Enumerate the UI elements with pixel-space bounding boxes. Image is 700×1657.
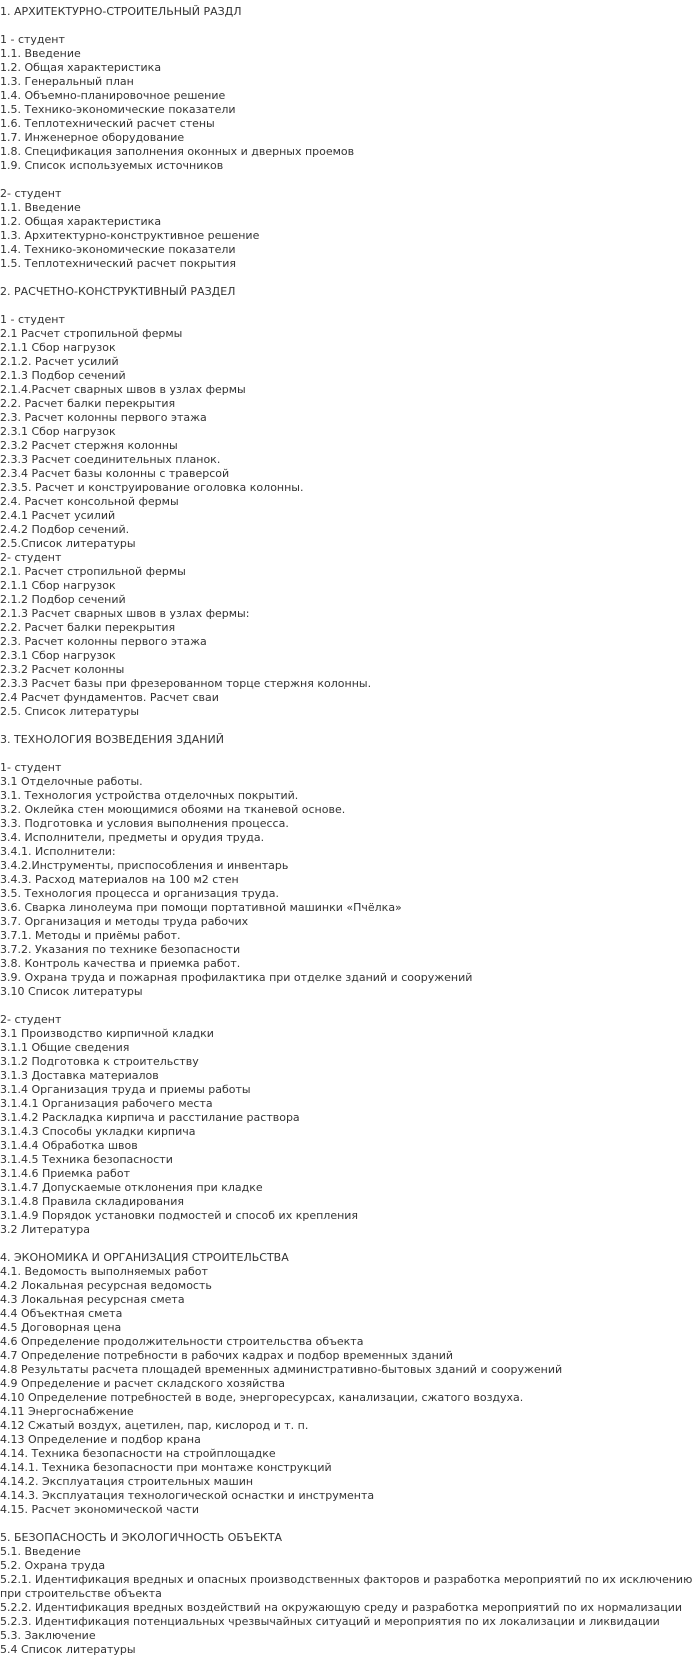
toc-line: 2.3.1 Сбор нагрузок [0, 649, 116, 662]
toc-line: 4.3 Локальная ресурсная смета [0, 1293, 185, 1306]
toc-line: 1.8. Спецификация заполнения оконных и дверных проемов [0, 145, 355, 158]
toc-line: 4.10 Определение потребностей в воде, энергоресурсах, канализации, сжатого воздуха. [0, 1391, 524, 1404]
toc-line: 1.7. Инженерное оборудование [0, 131, 185, 144]
toc-line: 3.1.4 Организация труда и приемы работы [0, 1083, 251, 1096]
toc-line: 4.12 Сжатый воздух, ацетилен, пар, кислород и т. п. [0, 1419, 309, 1432]
toc-line: 2.3. Расчет колонны первого этажа [0, 635, 207, 648]
toc-line: 3.1.4.2 Раскладка кирпича и расстилание раствора [0, 1111, 300, 1124]
toc-line: 3.9. Охрана труда и пожарная профилактика при отделке зданий и сооружений [0, 971, 473, 984]
toc-line: 2.5. Список литературы [0, 705, 140, 718]
toc-line: 1.5. Теплотехнический расчет покрытия [0, 257, 237, 270]
blank-line [0, 719, 700, 733]
toc-line: 3.1.4.5 Техника безопасности [0, 1153, 173, 1166]
toc-line: 2. РАСЧЕТНО-КОНСТРУКТИВНЫЙ РАЗДЕЛ [0, 285, 236, 298]
toc-line: 3.1.4.7 Допускаемые отклонения при кладке [0, 1181, 263, 1194]
toc-line: 4.2 Локальная ресурсная ведомость [0, 1279, 212, 1292]
toc-line: 4.14.2. Эксплуатация строительных машин [0, 1475, 254, 1488]
toc-line: 2.3.5. Расчет и конструирование оголовка колонны. [0, 481, 304, 494]
toc-line: 4.14. Техника безопасности на стройплощадке [0, 1447, 276, 1460]
toc-line: 3.2. Оклейка стен моющимися обоями на тканевой основе. [0, 803, 346, 816]
toc-line: 2.4.1 Расчет усилий [0, 509, 116, 522]
toc-line: 3.4.3. Расход материалов на 100 м2 стен [0, 873, 239, 886]
toc-line: 2.1. Расчет стропильной фермы [0, 565, 186, 578]
toc-line: 4. ЭКОНОМИКА И ОРГАНИЗАЦИЯ СТРОИТЕЛЬСТВА [0, 1251, 289, 1264]
toc-line: 4.5 Договорная цена [0, 1321, 122, 1334]
blank-line [0, 299, 700, 313]
toc-line: 3.7.2. Указания по технике безопасности [0, 943, 241, 956]
toc-line: 3.4. Исполнители, предметы и орудия труда. [0, 831, 265, 844]
toc-line: 1.1. Введение [0, 201, 81, 214]
toc-line: 4.15. Расчет экономической части [0, 1503, 200, 1516]
toc-line: 3.1.4.6 Приемка работ [0, 1167, 130, 1180]
toc-line: 5.2.3. Идентификация потенциальных чрезвычайных ситуаций и мероприятия по их локализации и ликвидации [0, 1615, 660, 1628]
toc-line: 5.4 Список литературы [0, 1643, 136, 1656]
toc-line: 4.6 Определение продолжительности строительства объекта [0, 1335, 364, 1348]
toc-line: 4.4 Объектная смета [0, 1307, 123, 1320]
toc-line: 2.5.Список литературы [0, 537, 136, 550]
blank-line [0, 173, 700, 187]
blank-line [0, 1237, 700, 1251]
blank-line [0, 19, 700, 33]
toc-line: 2.1.2. Расчет усилий [0, 355, 119, 368]
toc-line: 2.3.2 Расчет колонны [0, 663, 125, 676]
toc-line: 2- студент [0, 187, 62, 200]
toc-line: 3.1.4.3 Способы укладки кирпича [0, 1125, 196, 1138]
toc-line: 3.1 Производство кирпичной кладки [0, 1027, 214, 1040]
toc-line: 5.1. Введение [0, 1545, 81, 1558]
toc-line: 3.1.2 Подготовка к строительству [0, 1055, 199, 1068]
toc-line: 1.3. Архитектурно-конструктивное решение [0, 229, 260, 242]
toc-line: 3.1.4.4 Обработка швов [0, 1139, 138, 1152]
toc-line: 2.4. Расчет консольной фермы [0, 495, 179, 508]
toc-line: 2.3.1 Сбор нагрузок [0, 425, 116, 438]
toc-line: 2- студент [0, 551, 62, 564]
toc-line: 3.1 Отделочные работы. [0, 775, 143, 788]
toc-line: 2.1.3 Подбор сечений [0, 369, 126, 382]
toc-line: 2.1.4.Расчет сварных швов в узлах фермы [0, 383, 246, 396]
toc-line: 4.1. Ведомость выполняемых работ [0, 1265, 208, 1278]
toc-line: 2.1.1 Сбор нагрузок [0, 579, 116, 592]
toc-line: 3.8. Контроль качества и приемка работ. [0, 957, 241, 970]
toc-line: 1.3. Генеральный план [0, 75, 134, 88]
toc-line: 3.4.1. Исполнители: [0, 845, 116, 858]
toc-line: 1.6. Теплотехнический расчет стены [0, 117, 215, 130]
blank-line [0, 999, 700, 1013]
blank-line [0, 1517, 700, 1531]
toc-line: 5.2.2. Идентификация вредных воздействий на окружающую среду и разработка мероприятий по их нормализации [0, 1601, 683, 1614]
toc-line: 4.13 Определение и подбор крана [0, 1433, 201, 1446]
toc-line: 2.3.2 Расчет стержня колонны [0, 439, 178, 452]
toc-line: 2.3.3 Расчет соединительных планок. [0, 453, 221, 466]
toc-line: 1.9. Список используемых источников [0, 159, 224, 172]
toc-line: 4.14.3. Эксплуатация технологической оснастки и инструмента [0, 1489, 375, 1502]
toc-line: 1.5. Технико-экономические показатели [0, 103, 236, 116]
toc-line: 1.4. Технико-экономические показатели [0, 243, 236, 256]
toc-line: 3.6. Сварка линолеума при помощи портативной машинки «Пчёлка» [0, 901, 402, 914]
toc-line: 2.1 Расчет стропильной фермы [0, 327, 183, 340]
toc-line: 5.2.1. Идентификация вредных и опасных производственных факторов и разработка мероприятий по их исключению при строительстве объекта [0, 1573, 693, 1600]
toc-line: 4.11 Энергоснабжение [0, 1405, 134, 1418]
toc-line: 2.1.2 Подбор сечений [0, 593, 126, 606]
toc-line: 4.9 Определение и расчет складского хозяйства [0, 1377, 285, 1390]
toc-line: 2.2. Расчет балки перекрытия [0, 621, 176, 634]
toc-line: 3.2 Литература [0, 1223, 90, 1236]
toc-line: 3.1. Технология устройства отделочных покрытий. [0, 789, 299, 802]
toc-line: 4.7 Определение потребности в рабочих кадрах и подбор временных зданий [0, 1349, 454, 1362]
toc-line: 5.2. Охрана труда [0, 1559, 106, 1572]
toc-line: 3.3. Подготовка и условия выполнения процесса. [0, 817, 289, 830]
toc-line: 1.2. Общая характеристика [0, 215, 162, 228]
toc-line: 2.3.3 Расчет базы при фрезерованном торце стержня колонны. [0, 677, 372, 690]
toc-line: 1 - студент [0, 33, 65, 46]
toc-line: 3.7. Организация и методы труда рабочих [0, 915, 249, 928]
toc-line: 2.1.1 Сбор нагрузок [0, 341, 116, 354]
toc-line: 4.8 Результаты расчета площадей временных административно-бытовых зданий и сооружений [0, 1363, 563, 1376]
toc-line: 3.7.1. Методы и приёмы работ. [0, 929, 181, 942]
toc-line: 3.1.3 Доставка материалов [0, 1069, 159, 1082]
toc-line: 3.1.1 Общие сведения [0, 1041, 130, 1054]
toc-line: 1.2. Общая характеристика [0, 61, 162, 74]
toc-line: 2.1.3 Расчет сварных швов в узлах фермы: [0, 607, 250, 620]
toc-line: 2.3. Расчет колонны первого этажа [0, 411, 207, 424]
toc-line: 1 - студент [0, 313, 65, 326]
toc-line: 3. ТЕХНОЛОГИЯ ВОЗВЕДЕНИЯ ЗДАНИЙ [0, 733, 224, 746]
toc-line: 2- студент [0, 1013, 62, 1026]
toc-line: 3.4.2.Инструменты, приспособления и инвентарь [0, 859, 289, 872]
toc-line: 3.10 Список литературы [0, 985, 143, 998]
toc-line: 3.5. Технология процесса и организация труда. [0, 887, 280, 900]
toc-line: 2.4.2 Подбор сечений. [0, 523, 130, 536]
toc-line: 1- студент [0, 761, 62, 774]
toc-line: 1.4. Объемно-планировочное решение [0, 89, 226, 102]
toc-line: 4.14.1. Техника безопасности при монтаже конструкций [0, 1461, 332, 1474]
toc-line: 2.2. Расчет балки перекрытия [0, 397, 176, 410]
toc-line: 1. АРХИТЕКТУРНО-СТРОИТЕЛЬНЫЙ РАЗДЛ [0, 5, 242, 18]
toc-line: 2.4 Расчет фундаментов. Расчет сваи [0, 691, 219, 704]
toc-line: 3.1.4.8 Правила складирования [0, 1195, 184, 1208]
toc-line: 3.1.4.1 Организация рабочего места [0, 1097, 213, 1110]
toc-line: 1.1. Введение [0, 47, 81, 60]
toc-line: 3.1.4.9 Порядок установки подмостей и способ их крепления [0, 1209, 359, 1222]
toc-line: 2.3.4 Расчет базы колонны с траверсой [0, 467, 230, 480]
toc-line: 5. БЕЗОПАСНОСТЬ И ЭКОЛОГИЧНОСТЬ ОБЪЕКТА [0, 1531, 283, 1544]
blank-line [0, 271, 700, 285]
toc-line: 5.3. Заключение [0, 1629, 96, 1642]
blank-line [0, 747, 700, 761]
